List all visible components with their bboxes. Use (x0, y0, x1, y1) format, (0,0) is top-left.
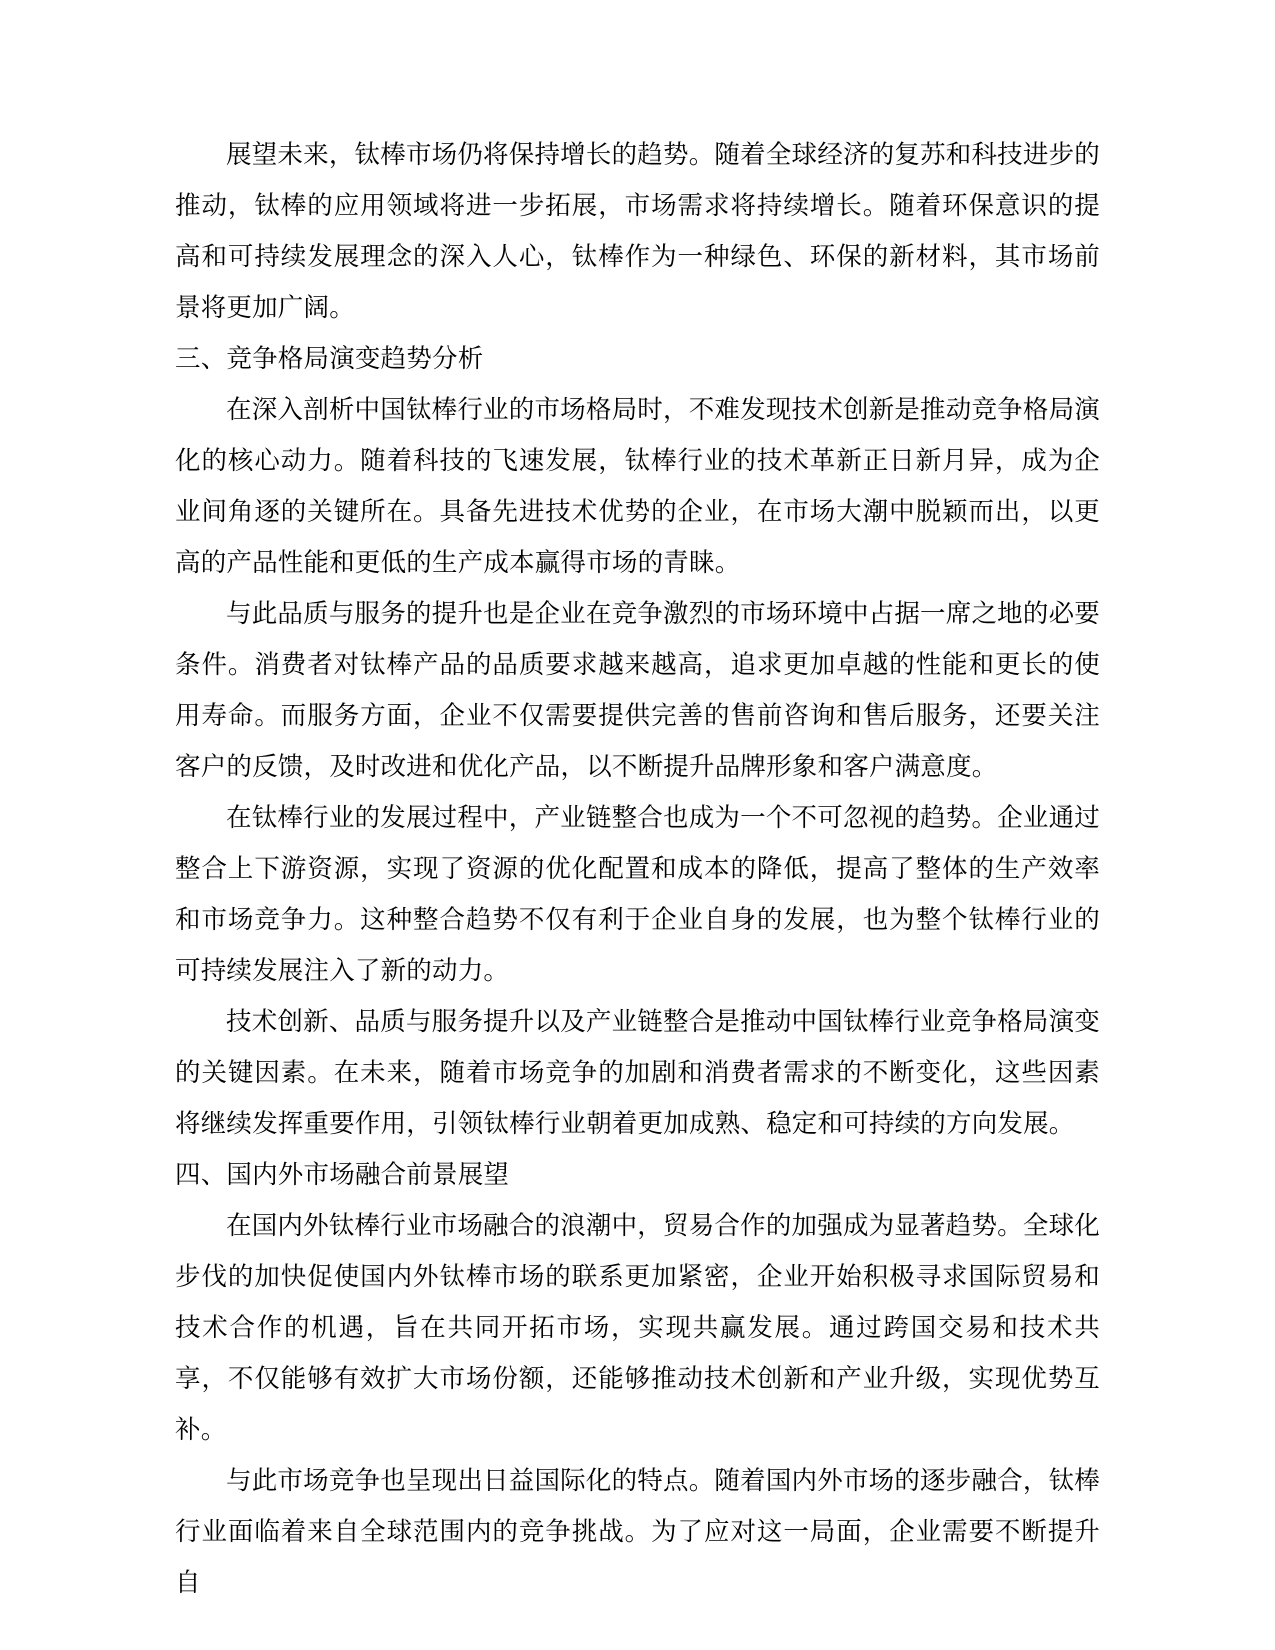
paragraph-technology-innovation: 在深入剖析中国钛棒行业的市场格局时，不难发现技术创新是推动竞争格局演化的核心动力。随着科技的飞速发展，钛棒行业的技术革新正日新月异，成为企业间角逐的关键所在。具备先进技术优势的企业，在市场大潮中脱颖而出，以更高的产品性能和更低的生产成本赢得市场的青睐。 (175, 395, 1100, 578)
paragraph-key-factors: 技术创新、品质与服务提升以及产业链整合是推动中国钛棒行业竞争格局演变的关键因素。在未来，随着市场竞争的加剧和消费者需求的不断变化，这些因素将继续发挥重要作用，引领钛棒行业朝着更加成熟、稳定和可持续的方向发展。 (175, 1007, 1100, 1139)
paragraph-international-competition: 与此市场竞争也呈现出日益国际化的特点。随着国内外市场的逐步融合，钛棒行业面临着来自全球范围内的竞争挑战。为了应对这一局面，企业需要不断提升自 (175, 1466, 1100, 1598)
paragraph-industry-chain: 在钛棒行业的发展过程中，产业链整合也成为一个不可忽视的趋势。企业通过整合上下游资源，实现了资源的优化配置和成本的降低，提高了整体的生产效率和市场竞争力。这种整合趋势不仅有利于企业自身的发展，也为整个钛棒行业的可持续发展注入了新的动力。 (175, 803, 1100, 986)
paragraph-future-outlook: 展望未来，钛棒市场仍将保持增长的趋势。随着全球经济的复苏和科技进步的推动，钛棒的应用领域将进一步拓展，市场需求将持续增长。随着环保意识的提高和可持续发展理念的深入人心，钛棒作为一种绿色、环保的新材料，其市场前景将更加广阔。 (175, 140, 1100, 323)
document-body (175, 130, 1100, 1609)
paragraph-trade-cooperation: 在国内外钛棒行业市场融合的浪潮中，贸易合作的加强成为显著趋势。全球化步伐的加快促使国内外钛棒市场的联系更加紧密，企业开始积极寻求国际贸易和技术合作的机遇，旨在共同开拓市场，实现共赢发展。通过跨国交易和技术共享，不仅能够有效扩大市场份额，还能够推动技术创新和产业升级，实现优势互补。 (175, 1211, 1100, 1445)
section-heading-four: 四、国内外市场融合前景展望 (175, 1160, 510, 1190)
paragraph-quality-service: 与此品质与服务的提升也是企业在竞争激烈的市场环境中占据一席之地的必要条件。消费者对钛棒产品的品质要求越来越高，追求更加卓越的性能和更长的使用寿命。而服务方面，企业不仅需要提供完善的售前咨询和售后服务，还要关注客户的反馈，及时改进和优化产品，以不断提升品牌形象和客户满意度。 (175, 599, 1100, 782)
section-heading-three: 三、竞争格局演变趋势分析 (175, 344, 484, 374)
